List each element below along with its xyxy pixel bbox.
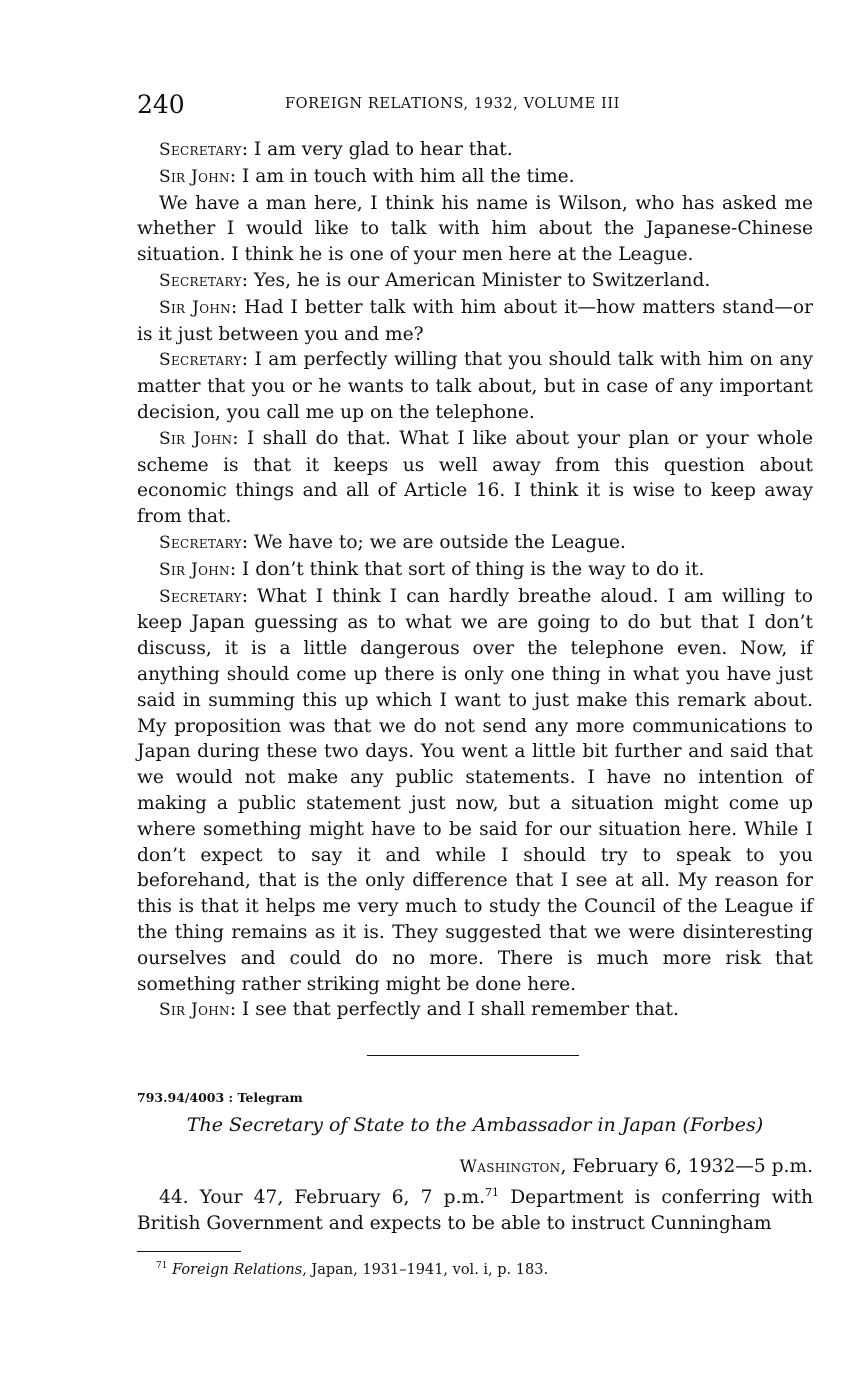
speech-text: We have to; we are outside the League. [253,531,626,553]
speech-text: Had I better talk with him about it—how matters stand—or is it just between you and me? [137,296,813,345]
speech-text: I am very glad to hear that. [253,139,513,160]
speech-paragraph: Sir John: Had I better talk with him about it—how matters stand—or is it just between you and me? [137,296,813,345]
telegram-text: 44. Your 47, February 6, 7 p.m. [159,1187,486,1208]
footnote-divider [137,1251,241,1252]
running-head: FOREIGN RELATIONS, 1932, VOLUME III [285,96,620,112]
speaker-name: Sir John [159,559,230,580]
speech-paragraph: Sir John: I see that perfectly and I shall remember that. [159,999,679,1021]
speech-text: I am in touch with him all the time. [242,165,575,187]
document-title: The Secretary of State to the Ambassador in Japan (Forbes) [186,1114,764,1136]
footnote [156,1262,548,1278]
speaker-name: Secretary [159,140,242,160]
speaker-name: Sir John [159,1000,230,1021]
dateline [137,1156,813,1177]
speech-paragraph: Secretary: What I think I can hardly breathe aloud. I am willing to keep Japan guessing as to what we are going to do but that I don’t discuss, it is a little dangerous over the telephone even. Now, if anything should come up there is only one thing in what you have just said in summing this up which I want to just make this remark about. My proposition was that we do not send any more communications to Japan during these two days. You went a little bit further and said that we would not make any public statements. I have no intention of making a public statement just now, but a situation might come up where something might have to be said for our situation here. While I don’t expect to say it and while I should try to speak to you beforehand, that is the only difference that I see at all. My reason for this is that it helps me very much to study the Council of the League if the thing remains as it is. They suggested that we were disinteresting ourselves and could do no more. There is much more risk that something rather striking might be done here. [137,585,813,995]
footnote-ref[interactable]: 71 [485,1185,500,1199]
speech-text: We have a man here, I think his name is Wilson, who has asked me whether I would like to talk with him about the Japanese-Chinese situation. I think he is one of your men here at the League. [137,192,813,266]
speech-paragraph: Secretary: I am perfectly willing that you should talk with him on any matter that you or he wants to talk about, but in case of any important decision, you call me up on the telephone. [137,349,813,423]
speaker-name: Secretary [159,350,242,371]
speech-paragraph: Secretary: I am very glad to hear that. [159,139,513,160]
conversation-transcript [137,137,813,1024]
page-header [137,88,813,124]
speech-text: I shall do that. What I like about your plan or your whole scheme is that it keeps us well away from this question about economic things and all of Article 16. I think it is wise to keep away from that. [137,427,813,528]
footnote-title: Foreign Relations [172,1262,303,1278]
speech-paragraph [137,191,813,268]
dateline-date: , February 6, 1932—5 p.m. [560,1156,813,1177]
speaker-name: Secretary [159,270,242,291]
telegram-text: Department is conferring with British Government and expects to be able to instruct Cunningham [137,1187,813,1234]
speaker-name: Secretary [159,532,242,553]
telegram-paragraph [137,1185,813,1237]
speaker-name: Sir John [159,297,231,318]
speech-paragraph: Sir John: I am in touch with him all the time. [159,165,575,187]
speech-paragraph: Secretary: We have to; we are outside the League. [159,531,626,553]
footnote-citation: , Japan, 1931–1941, vol. i, p. 183. [302,1262,549,1278]
footnote-marker: 71 [156,1261,168,1272]
speech-text: Yes, he is our American Minister to Switzerland. [253,269,711,291]
speech-paragraph: Secretary: Yes, he is our American Minister to Switzerland. [159,269,711,291]
file-reference: 793.94/4003 : Telegram [137,1090,303,1105]
speech-text: I don’t think that sort of thing is the way to do it. [242,558,705,580]
section-divider [367,1055,579,1056]
speech-text: What I think I can hardly breathe aloud. I am willing to keep Japan guessing as to what we are going to do but that I don’t discuss, it is a little dangerous over the telephone even. Now, if anything should come up there is only one thing in what you have just said in summing this up which I want to just make this remark about. My proposition was that we do not send any more communications to Japan during these two days. You went a little bit further and said that we would not make any public statements. I have no intention of making a public statement just now, but a situation might come up where something might have to be said for our situation here. While I don’t expect to say it and while I should try to speak to you beforehand, that is the only difference that I see at all. My reason for this is that it helps me very much to study the Council of the League if the thing remains as it is. They suggested that we were disinteresting ourselves and could do no more. There is much more risk that something rather striking might be done here. [137,585,813,995]
speaker-name: Sir John [159,166,230,187]
speech-paragraph: Sir John: I shall do that. What I like about your plan or your whole scheme is that it keeps us well away from this question about economic things and all of Article 16. I think it is wise to keep away from that. [137,427,813,528]
speech-text: I see that perfectly and I shall remember that. [242,999,679,1021]
speaker-name: Sir John [159,428,233,449]
page-number: 240 [137,90,185,119]
speech-paragraph: Sir John: I don’t think that sort of thing is the way to do it. [159,558,705,580]
telegram-body [137,1185,813,1237]
speech-text: I am perfectly willing that you should talk with him on any matter that you or he wants to talk about, but in case of any important decision, you call me up on the telephone. [137,349,813,423]
speaker-name: Secretary [159,586,242,607]
dateline-place: Washington [459,1157,561,1177]
